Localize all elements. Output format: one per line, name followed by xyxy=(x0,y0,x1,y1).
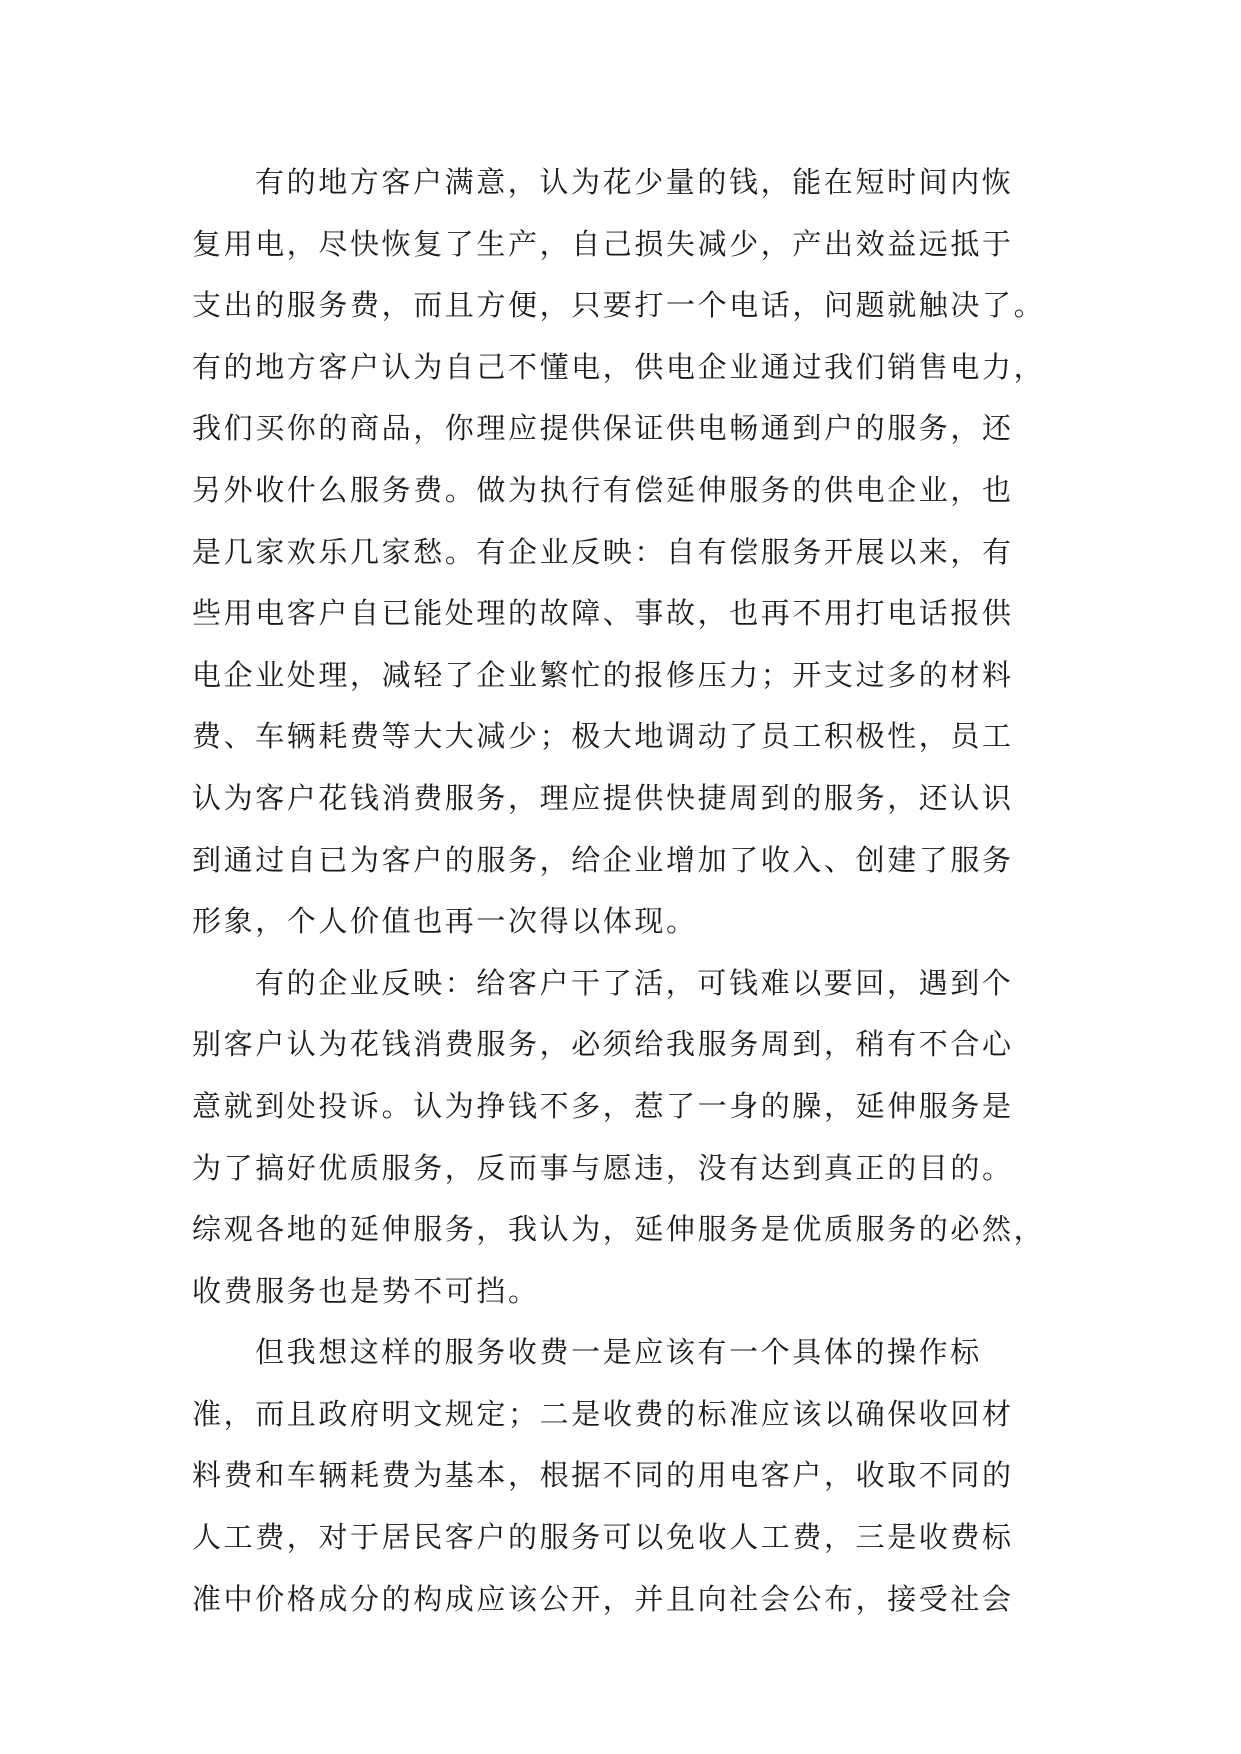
text-line: 别客户认为花钱消费服务，必须给我服务周到，稍有不合心 xyxy=(192,1027,1014,1062)
text-line: 形象，个人价值也再一次得以体现。 xyxy=(192,904,698,939)
text-line: 认为客户花钱消费服务，理应提供快捷周到的服务，还认识 xyxy=(192,780,1014,815)
text-line: 为了搞好优质服务，反而事与愿违，没有达到真正的目的。 xyxy=(192,1150,1014,1185)
text-line: 但我想这样的服务收费一是应该有一个具体的操作标 xyxy=(255,1335,982,1370)
text-line: 有的地方客户认为自己不懂电，供电企业通过我们销售电力， xyxy=(192,349,1046,384)
text-line: 支出的服务费，而且方便，只要打一个电话，问题就触决了。 xyxy=(192,288,1046,323)
text-line: 准，而且政府明文规定；二是收费的标准应该以确保收回材 xyxy=(192,1396,1014,1431)
text-line: 费、车辆耗费等大大减少；极大地调动了员工积极性，员工 xyxy=(192,719,1014,754)
text-line: 我们买你的商品，你理应提供保证供电畅通到户的服务，还 xyxy=(192,411,1014,446)
text-line: 些用电客户自已能处理的故障、事故，也再不用打电话报供 xyxy=(192,596,1014,631)
text-line: 综观各地的延伸服务，我认为，延伸服务是优质服务的必然， xyxy=(192,1212,1046,1247)
text-line: 准中价格成分的构成应该公开，并且向社会公布，接受社会 xyxy=(192,1581,1014,1616)
text-line: 电企业处理，减轻了企业繁忙的报修压力；开支过多的材料 xyxy=(192,657,1014,692)
text-line: 意就到处投诉。认为挣钱不多，惹了一身的臊，延伸服务是 xyxy=(192,1088,1014,1123)
text-line: 有的地方客户满意，认为花少量的钱，能在短时间内恢 xyxy=(255,165,1014,199)
text-line: 复用电，尽快恢复了生产，自己损失减少，产出效益远抵于 xyxy=(192,226,1014,261)
text-line: 到通过自已为客户的服务，给企业增加了收入、创建了服务 xyxy=(192,842,1014,877)
text-line: 人工费，对于居民客户的服务可以免收人工费，三是收费标 xyxy=(192,1520,1014,1555)
text-line: 另外收什么服务费。做为执行有偿延伸服务的供电企业，也 xyxy=(192,472,1014,507)
text-line: 料费和车辆耗费为基本，根据不同的用电客户，收取不同的 xyxy=(192,1458,1014,1493)
text-line: 是几家欢乐几家愁。有企业反映：自有偿服务开展以来，有 xyxy=(192,534,1014,569)
text-line: 有的企业反映：给客户干了活，可钱难以要回，遇到个 xyxy=(255,965,1014,1000)
text-line: 收费服务也是势不可挡。 xyxy=(192,1273,540,1308)
document-page xyxy=(192,152,1052,1630)
